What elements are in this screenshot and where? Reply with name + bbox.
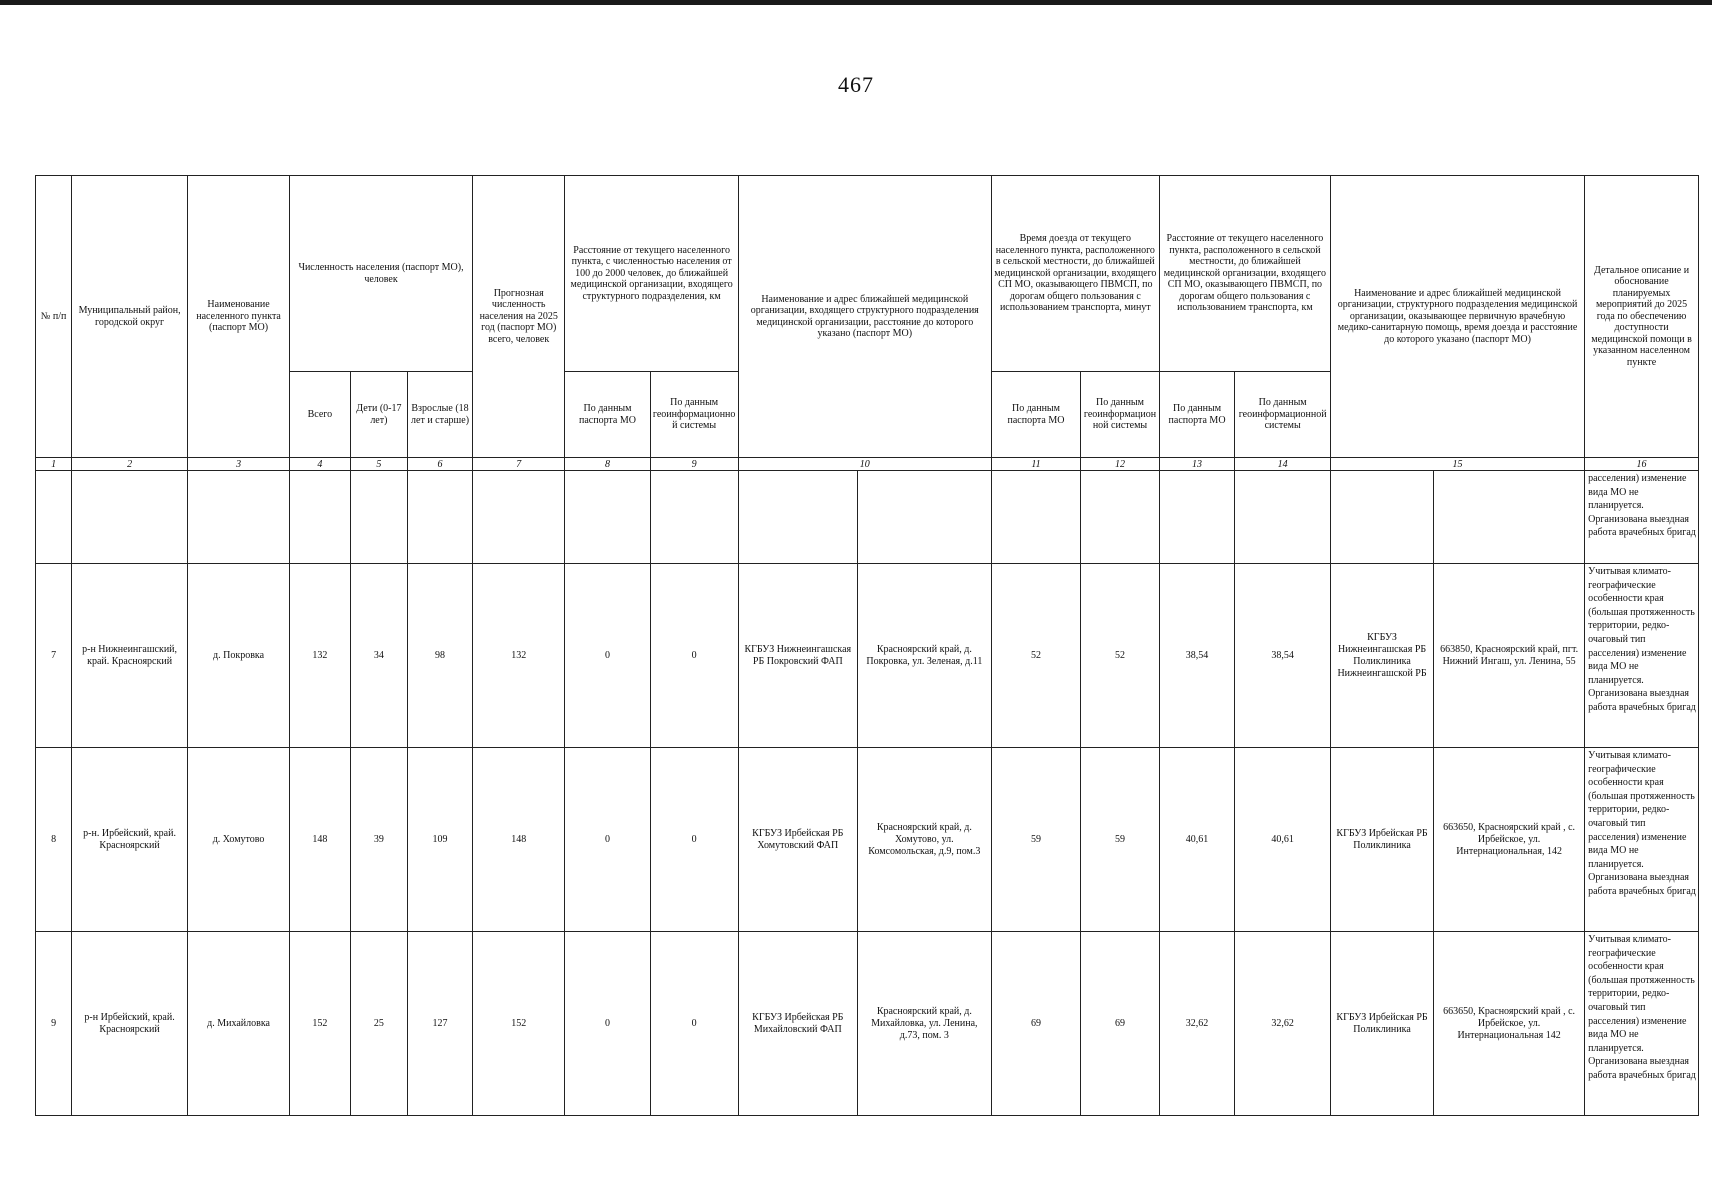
row-number: 9 <box>36 932 72 1116</box>
description-cell: расселения) изменение вида МО не планируется. Организована выездная работа врачебных бригад <box>1585 471 1699 564</box>
org-address-cell: Красноярский край, д. Михайловка, ул. Ленина, д.73, пом. 3 <box>857 932 991 1116</box>
empty-cell <box>472 471 565 564</box>
col-header-travel-time: Время доезда от текущего населенного пункта, расположенного в сельской местности, до ближайшей медицинской организации, входящего СП МО, оказывающего ПВМСП, по дорогам общего пользования с использованием транспорта, минут <box>991 176 1159 372</box>
table-row <box>36 932 1699 1116</box>
column-numbers-row <box>36 458 1699 471</box>
children-cell: 25 <box>350 932 407 1116</box>
adults-cell: 109 <box>408 748 473 932</box>
dist-passport-cell: 0 <box>565 932 650 1116</box>
org-name-cell: КГБУЗ Ирбейская РБ Михайловский ФАП <box>738 932 857 1116</box>
column-number: 8 <box>565 458 650 471</box>
time-gis-cell: 69 <box>1081 932 1160 1116</box>
empty-cell <box>991 471 1080 564</box>
empty-cell <box>1235 471 1331 564</box>
column-number: 9 <box>650 458 738 471</box>
km-passport-cell: 32,62 <box>1159 932 1234 1116</box>
column-number: 2 <box>72 458 188 471</box>
empty-cell <box>1330 471 1433 564</box>
pvmsp-address-cell: 663850, Красноярский край, пгт. Нижний Ингаш, ул. Ленина, 55 <box>1434 564 1585 748</box>
empty-cell <box>565 471 650 564</box>
column-number: 10 <box>738 458 991 471</box>
col-header-population: Численность населения (паспорт МО), человек <box>290 176 473 372</box>
empty-cell <box>1081 471 1160 564</box>
table-row <box>36 748 1699 932</box>
column-number: 15 <box>1330 458 1584 471</box>
column-number: 3 <box>188 458 290 471</box>
time-gis-cell: 59 <box>1081 748 1160 932</box>
col-header-adults: Взрослые (18 лет и старше) <box>408 372 473 458</box>
description-cell: Учитывая климато-географические особенности края (большая протяженность территории, редко-очаговый тип расселения) изменение вида МО не планируется. Организована выездная работа врачебных бригад <box>1585 564 1699 748</box>
district-cell: р-н Ирбейский, край. Красноярский <box>72 932 188 1116</box>
col-header-children: Дети (0-17 лет) <box>350 372 407 458</box>
empty-cell <box>188 471 290 564</box>
settlement-cell: д. Покровка <box>188 564 290 748</box>
km-gis-cell: 40,61 <box>1235 748 1331 932</box>
column-number: 12 <box>1081 458 1160 471</box>
col-header-pvmsp-org: Наименование и адрес ближайшей медицинской организации, структурного подразделения медицинской организации, оказывающее первичную врачебную медико-санитарную помощь, время доезда и расстояние до которого указано (паспорт МО) <box>1330 176 1584 458</box>
km-passport-cell: 40,61 <box>1159 748 1234 932</box>
header-row-1 <box>36 176 1699 372</box>
register-table <box>35 175 1699 1116</box>
district-cell: р-н Нижнеингашский, край. Красноярский <box>72 564 188 748</box>
column-number: 14 <box>1235 458 1331 471</box>
description-cell: Учитывая климато-географические особенности края (большая протяженность территории, редко-очаговый тип расселения) изменение вида МО не планируется. Организована выездная работа врачебных бригад <box>1585 748 1699 932</box>
col-header-time-gis: По данным геоинформационной системы <box>1081 372 1160 458</box>
empty-cell <box>350 471 407 564</box>
row-number: 8 <box>36 748 72 932</box>
table-row <box>36 564 1699 748</box>
description-cell: Учитывая климато-географические особенности края (большая протяженность территории, редко-очаговый тип расселения) изменение вида МО не планируется. Организована выездная работа врачебных бригад <box>1585 932 1699 1116</box>
children-cell: 34 <box>350 564 407 748</box>
col-header-district: Муниципальный район, городской округ <box>72 176 188 458</box>
km-gis-cell: 38,54 <box>1235 564 1331 748</box>
col-header-num: № п/п <box>36 176 72 458</box>
org-address-cell: Красноярский край, д. Покровка, ул. Зеленая, д.11 <box>857 564 991 748</box>
empty-cell <box>738 471 857 564</box>
pvmsp-name-cell: КГБУЗ Ирбейская РБ Поликлиника <box>1330 932 1433 1116</box>
empty-cell <box>650 471 738 564</box>
col-header-nearest-org: Наименование и адрес ближайшей медицинской организации, входящего структурного подразделения медицинской организации, расстояние до которого указано (паспорт МО) <box>738 176 991 458</box>
col-header-km-gis: По данным геоинформационной системы <box>1235 372 1331 458</box>
forecast-cell: 148 <box>472 748 565 932</box>
time-passport-cell: 59 <box>991 748 1080 932</box>
col-header-distance-a: Расстояние от текущего населенного пункта, с численностью населения от 100 до 2000 человек, до ближайшей медицинской организации, входящего структурного подразделения, км <box>565 176 738 372</box>
forecast-cell: 152 <box>472 932 565 1116</box>
top-rule <box>0 0 1712 5</box>
col-header-description: Детальное описание и обоснование планируемых мероприятий до 2025 года по обеспечению доступности медицинской помощи в указанном населенном пункте <box>1585 176 1699 458</box>
org-name-cell: КГБУЗ Нижнеингашская РБ Покровский ФАП <box>738 564 857 748</box>
empty-cell <box>290 471 351 564</box>
district-cell: р-н. Ирбейский, край. Красноярский <box>72 748 188 932</box>
empty-cell <box>72 471 188 564</box>
total-cell: 152 <box>290 932 351 1116</box>
empty-cell <box>408 471 473 564</box>
total-cell: 148 <box>290 748 351 932</box>
dist-gis-cell: 0 <box>650 748 738 932</box>
pvmsp-address-cell: 663650, Красноярский край , с. Ирбейское, ул. Интернациональная 142 <box>1434 932 1585 1116</box>
col-header-time-passport: По данным паспорта МО <box>991 372 1080 458</box>
column-number: 7 <box>472 458 565 471</box>
pvmsp-address-cell: 663650, Красноярский край , с. Ирбейское, ул. Интернациональная, 142 <box>1434 748 1585 932</box>
total-cell: 132 <box>290 564 351 748</box>
col-header-total: Всего <box>290 372 351 458</box>
km-passport-cell: 38,54 <box>1159 564 1234 748</box>
forecast-cell: 132 <box>472 564 565 748</box>
column-number: 11 <box>991 458 1080 471</box>
adults-cell: 98 <box>408 564 473 748</box>
org-address-cell: Красноярский край, д. Хомутово, ул. Комсомольская, д.9, пом.3 <box>857 748 991 932</box>
empty-cell <box>857 471 991 564</box>
dist-gis-cell: 0 <box>650 564 738 748</box>
row-number: 7 <box>36 564 72 748</box>
column-number: 13 <box>1159 458 1234 471</box>
empty-cell <box>1159 471 1234 564</box>
col-header-distance-b: Расстояние от текущего населенного пункта, расположенного в сельской местности, до ближайшей медицинской организации, входящего СП МО, оказывающего ПВМСП, по дорогам общего пользования с использованием транспорта, км <box>1159 176 1330 372</box>
table-row-continued <box>36 471 1699 564</box>
col-header-forecast: Прогнозная численность населения на 2025 год (паспорт МО) всего, человек <box>472 176 565 458</box>
empty-cell <box>1434 471 1585 564</box>
column-number: 5 <box>350 458 407 471</box>
column-number: 6 <box>408 458 473 471</box>
settlement-cell: д. Хомутово <box>188 748 290 932</box>
settlement-cell: д. Михайловка <box>188 932 290 1116</box>
column-number: 16 <box>1585 458 1699 471</box>
col-header-dist-gis: По данным геоинформационной системы <box>650 372 738 458</box>
page-number: 467 <box>838 72 874 97</box>
adults-cell: 127 <box>408 932 473 1116</box>
time-gis-cell: 52 <box>1081 564 1160 748</box>
col-header-km-passport: По данным паспорта МО <box>1159 372 1234 458</box>
dist-gis-cell: 0 <box>650 932 738 1116</box>
column-number: 4 <box>290 458 351 471</box>
col-header-settlement: Наименование населенного пункта (паспорт МО) <box>188 176 290 458</box>
dist-passport-cell: 0 <box>565 748 650 932</box>
km-gis-cell: 32,62 <box>1235 932 1331 1116</box>
children-cell: 39 <box>350 748 407 932</box>
time-passport-cell: 52 <box>991 564 1080 748</box>
pvmsp-name-cell: КГБУЗ Ирбейская РБ Поликлиника <box>1330 748 1433 932</box>
time-passport-cell: 69 <box>991 932 1080 1116</box>
col-header-dist-passport: По данным паспорта МО <box>565 372 650 458</box>
empty-cell <box>36 471 72 564</box>
column-number: 1 <box>36 458 72 471</box>
org-name-cell: КГБУЗ Ирбейская РБ Хомутовский ФАП <box>738 748 857 932</box>
pvmsp-name-cell: КГБУЗ Нижнеингашская РБ Поликлиника Нижнеингашской РБ <box>1330 564 1433 748</box>
dist-passport-cell: 0 <box>565 564 650 748</box>
